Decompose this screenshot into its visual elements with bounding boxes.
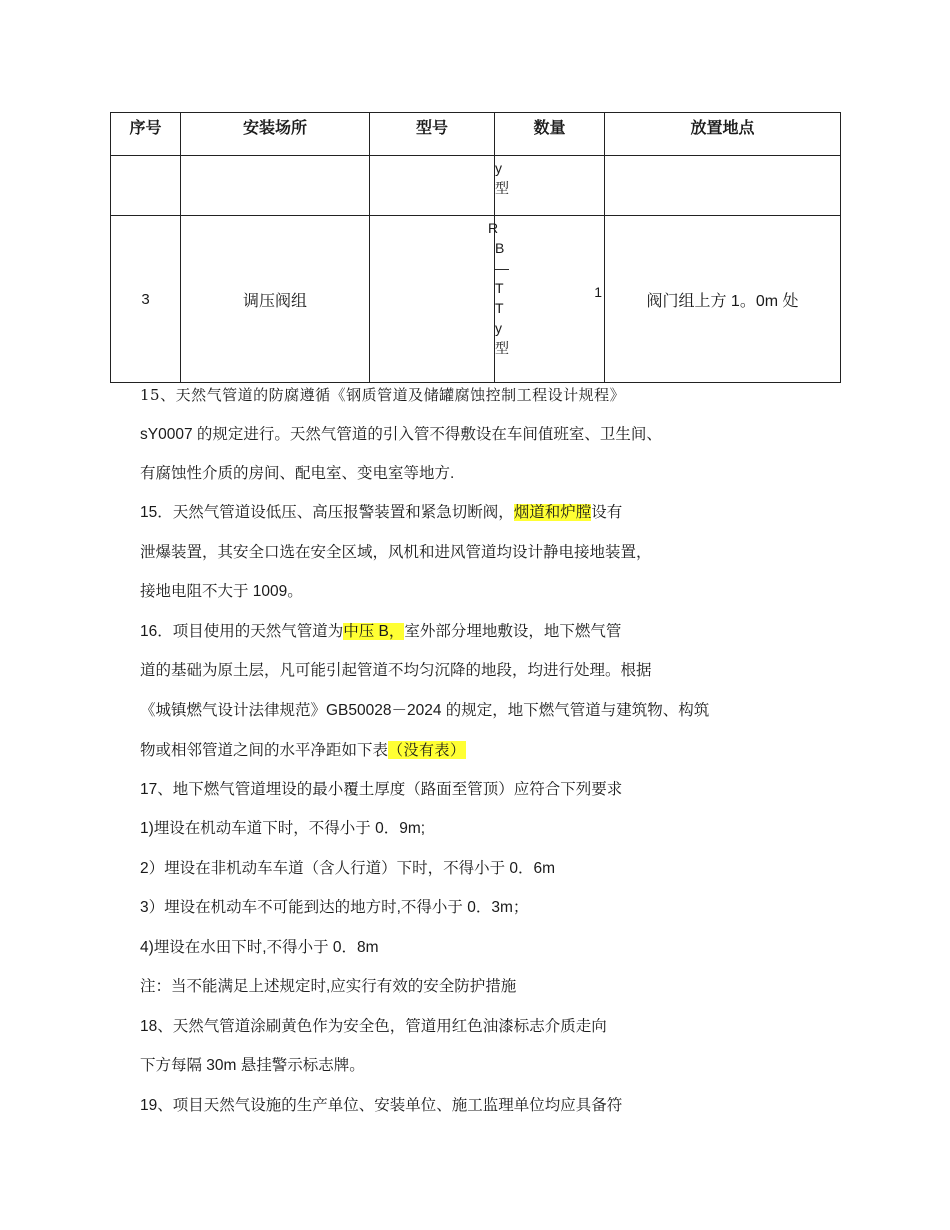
cell-qty bbox=[495, 156, 605, 216]
paragraph bbox=[140, 740, 466, 761]
cell-qty bbox=[488, 216, 605, 383]
paragraph-text: 物或相邻管道之间的水平净距如下表 bbox=[140, 742, 389, 759]
cell-seq bbox=[111, 156, 181, 216]
paragraph: 注：当不能满足上述规定时,应实行有效的安全防护措施 bbox=[140, 978, 517, 995]
paragraph: 有腐蚀性介质的房间、配电室、变电室等地方. bbox=[140, 465, 455, 482]
equipment-table bbox=[110, 112, 841, 383]
paragraph: 15、天然气管道的防腐遵循《钢质管道及储罐腐蚀控制工程设计规程》 bbox=[140, 386, 626, 404]
model-char: y bbox=[495, 160, 502, 176]
paragraph: 2）埋设在非机动车车道（含人行道）下时，不得小于 0．6m bbox=[140, 860, 556, 877]
paragraph-text: 16．项目使用的天然气管道为 bbox=[140, 623, 344, 640]
paragraph bbox=[140, 622, 621, 642]
qty-value: 1 bbox=[594, 284, 602, 300]
paragraph: 19、项目天然气设施的生产单位、安装单位、施工监理单位均应具备符 bbox=[140, 1097, 623, 1114]
paragraph: 泄爆装置，其安全口选在安全区域，风机和进风管道均设计静电接地装置， bbox=[140, 544, 652, 561]
header-seq: 序号 bbox=[111, 113, 181, 156]
paragraph-text: 15．天然气管道设低压、高压报警装置和紧急切断阀， bbox=[140, 504, 514, 521]
model-char: B bbox=[495, 240, 505, 256]
paragraph: sY0007 的规定进行。天然气管道的引入管不得敷设在车间值班室、卫生间、 bbox=[140, 426, 662, 443]
header-place: 安装场所 bbox=[181, 113, 370, 156]
model-char: 型 bbox=[495, 340, 509, 356]
cell-seq: 3 bbox=[111, 216, 181, 383]
paragraph: 3）埋设在机动车不可能到达的地方时,不得小于 0．3m； bbox=[140, 899, 529, 916]
paragraph bbox=[140, 503, 622, 523]
paragraph: 18、天然气管道涂刷黄色作为安全色，管道用红色油漆标志介质走向 bbox=[140, 1018, 607, 1035]
highlighted-text: 烟道和炉膛 bbox=[513, 504, 592, 521]
paragraph: 下方每隔 30m 悬挂警示标志牌。 bbox=[140, 1057, 365, 1074]
cell-location: 阀门组上方 1。0m 处 bbox=[605, 216, 841, 383]
model-vertical-text bbox=[495, 158, 511, 198]
model-char: T bbox=[495, 300, 504, 316]
model-vertical-text bbox=[488, 218, 511, 358]
model-char: — bbox=[495, 260, 509, 276]
cell-location bbox=[605, 156, 841, 216]
cell-model bbox=[370, 216, 495, 383]
paragraph-text: 设有 bbox=[591, 504, 623, 521]
model-char: 型 bbox=[495, 180, 509, 196]
table-header-row bbox=[111, 113, 841, 156]
model-char: R bbox=[488, 220, 499, 236]
paragraph: 17、地下燃气管道埋设的最小覆土厚度（路面至管顶）应符合下列要求 bbox=[140, 781, 623, 798]
paragraph: 道的基础为原土层，凡可能引起管道不均匀沉降的地段，均进行处理。根据 bbox=[140, 662, 652, 679]
highlighted-text: （没有表） bbox=[388, 741, 466, 759]
header-model: 型号 bbox=[370, 113, 495, 156]
table-row bbox=[111, 216, 841, 383]
model-char: T bbox=[495, 280, 504, 296]
paragraph: 4)埋设在水田下时,不得小于 0．8m bbox=[140, 939, 379, 956]
cell-place: 调压阀组 bbox=[181, 216, 370, 383]
header-qty: 数量 bbox=[495, 113, 605, 156]
table-row bbox=[111, 156, 841, 216]
paragraph: 接地电阻不大于 1009。 bbox=[140, 583, 303, 600]
model-char: y bbox=[495, 320, 502, 336]
highlighted-text: 中压 B， bbox=[343, 623, 405, 640]
cell-place bbox=[181, 156, 370, 216]
paragraph-text: 室外部分埋地敷设，地下燃气管 bbox=[404, 623, 622, 640]
paragraph: 1)埋设在机动车道下时，不得小于 0．9m; bbox=[140, 820, 426, 837]
header-location: 放置地点 bbox=[605, 113, 841, 156]
cell-model bbox=[370, 156, 495, 216]
paragraph: 《城镇燃气设计法律规范》GB50028－2024 的规定，地下燃气管道与建筑物、构筑 bbox=[140, 702, 710, 719]
